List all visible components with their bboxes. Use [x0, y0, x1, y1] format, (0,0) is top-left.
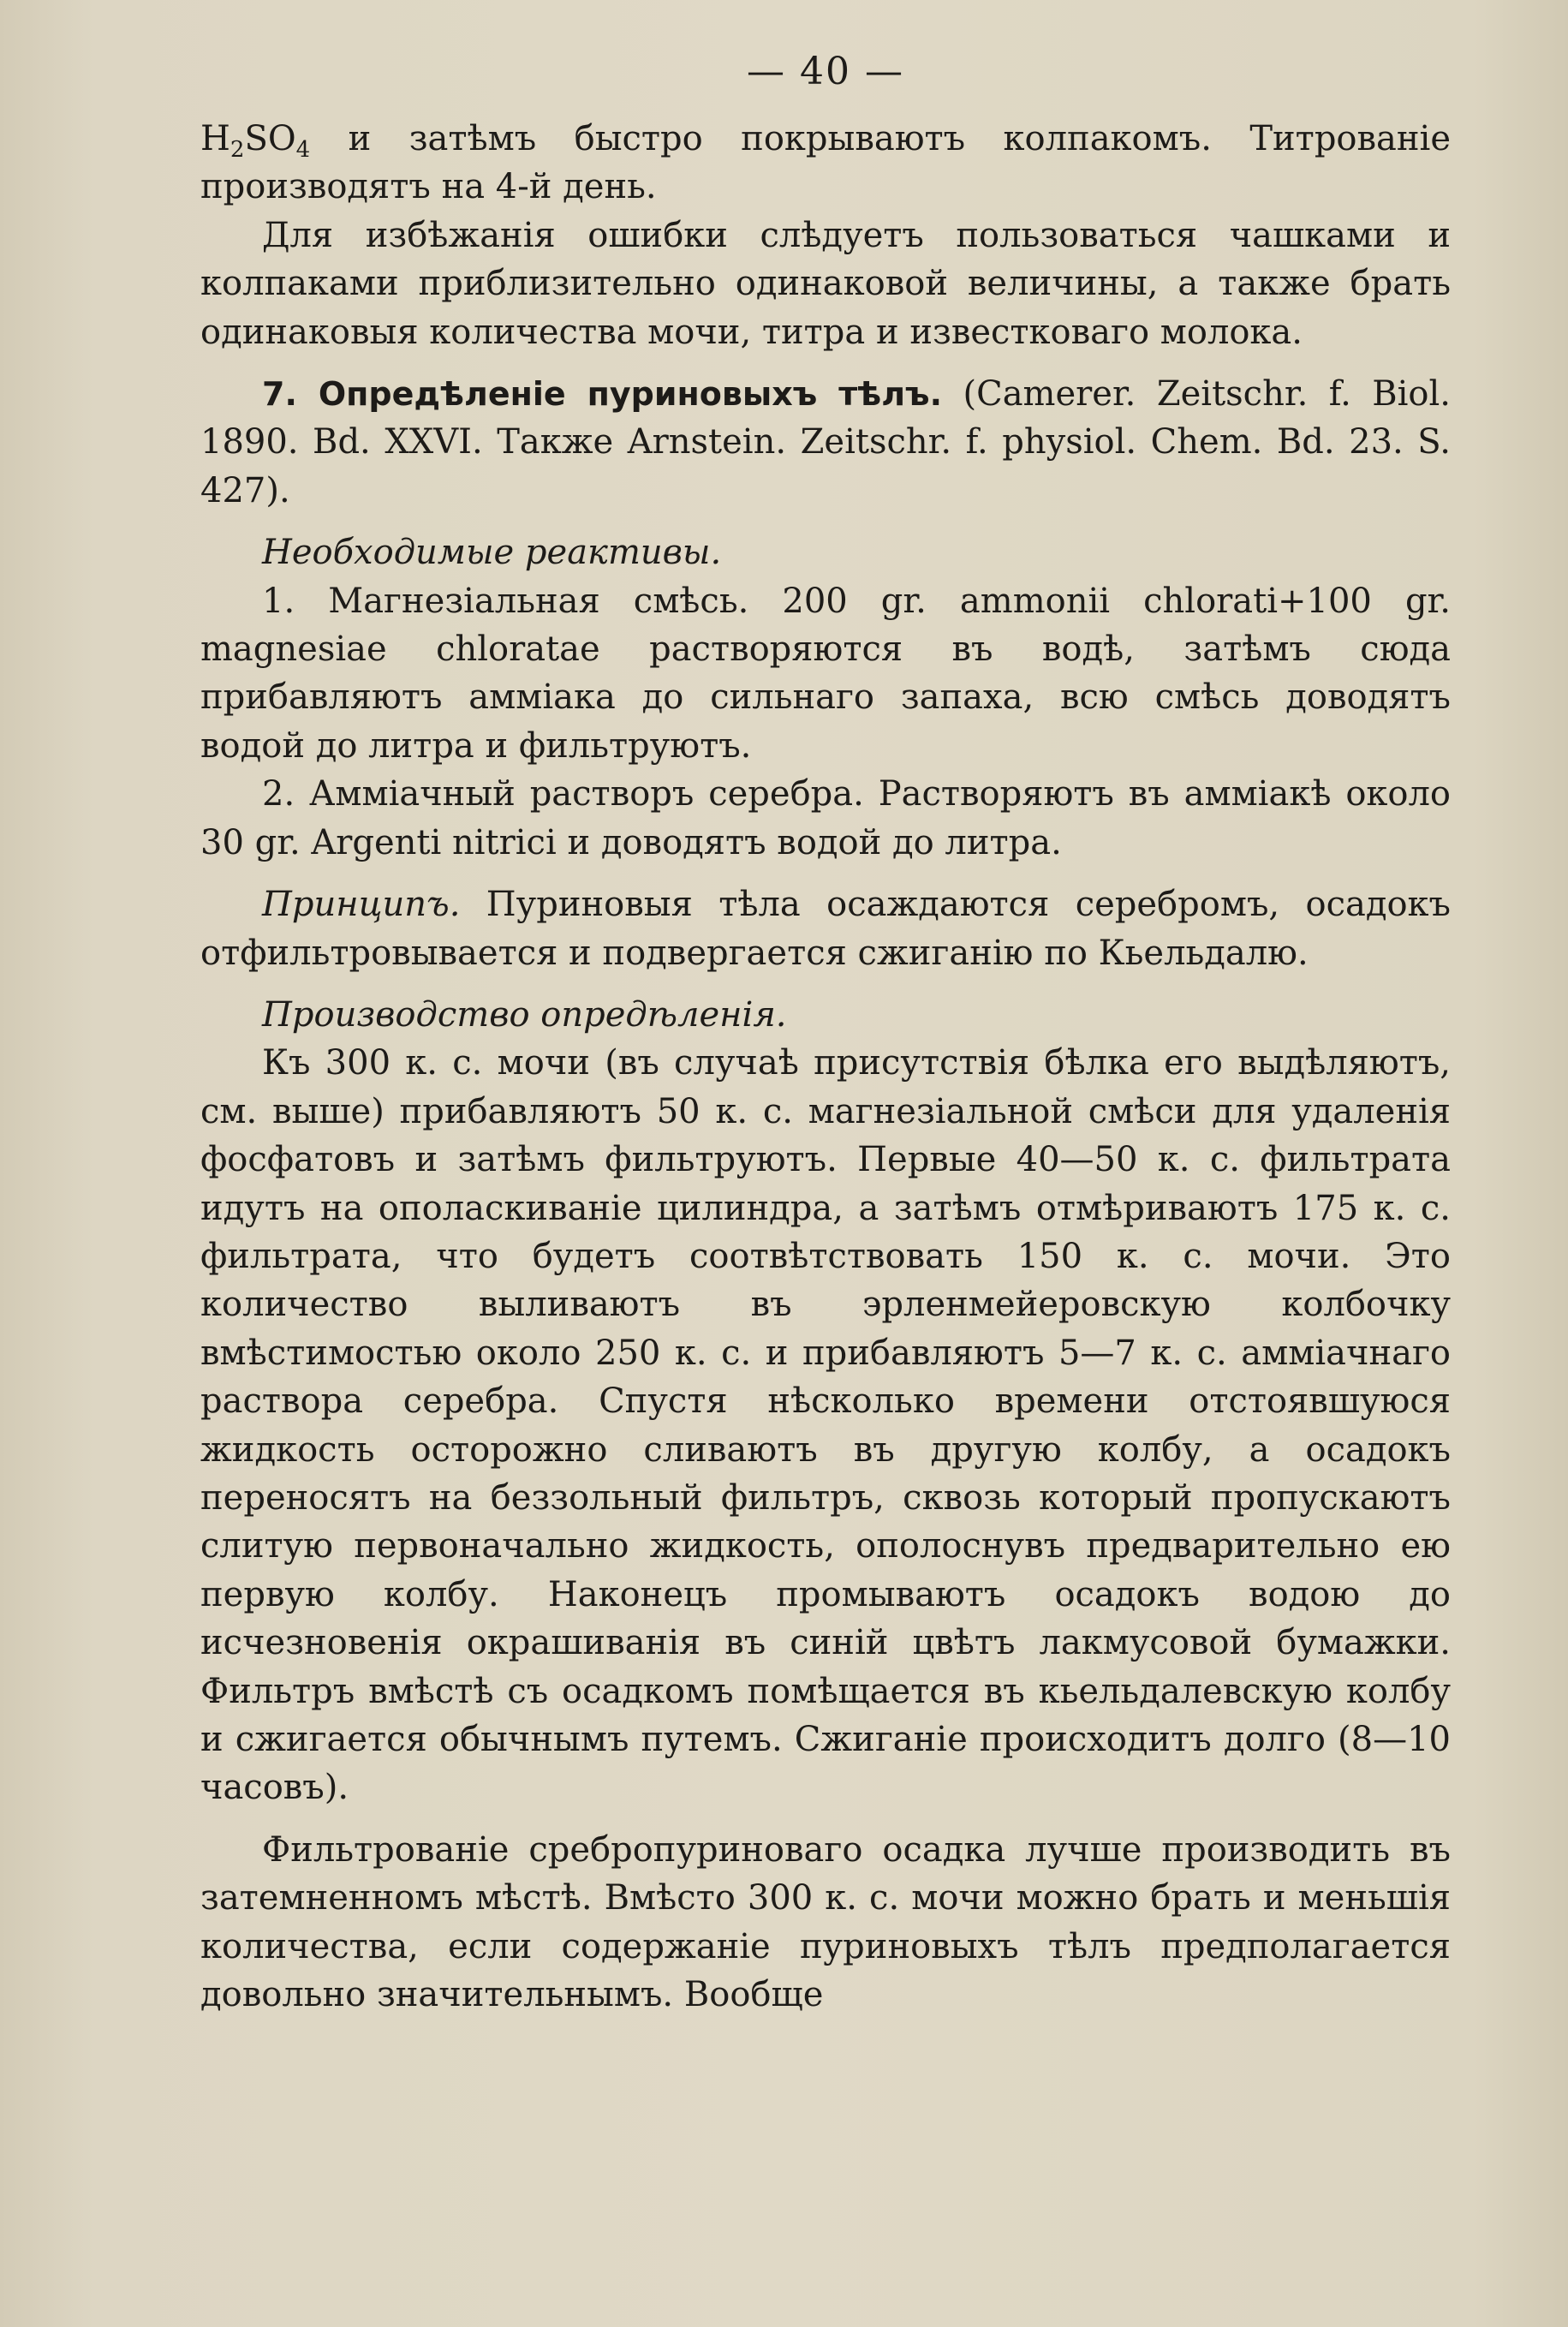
formula-sub-4: 4 [295, 137, 311, 163]
text-block [200, 41, 1451, 2019]
formula-so: SO [244, 119, 296, 158]
paragraph-3 [200, 370, 1451, 515]
procedure-paragraph: Къ 300 к. с. мочи (въ случаѣ присутствія бѣлка его выдѣляютъ, см. выше) прибавляютъ 50 к. с. магнезіальной смѣси для удаленія фосфатовъ и затѣмъ фильтруютъ. Первые 40—50 к. с. фильтрата идутъ на ополаскиваніе цилиндра, а затѣмъ отмѣриваютъ 175 к. с. фильтрата, что будетъ соотвѣтствовать 150 к. с. мочи. Это количество выливаютъ въ эрленмейеровскую колбочку вмѣстимостью около 250 к. с. и прибавляютъ 5—7 к. с. амміачнаго раствора серебра. Спустя нѣсколько времени отстоявшуюся жидкость осторожно сливаютъ въ другую колбу, а осадокъ переносятъ на беззольный фильтръ, сквозь который пропускаютъ слитую первоначально жидкость, ополоснувъ предварительно ею первую колбу. Наконецъ промываютъ осадокъ водою до исчезновенія окрашиванія въ синій цвѣтъ лакмусовой бумажки. Фильтръ вмѣстѣ съ осадкомъ помѣщается въ кьельдалевскую колбу и сжигается обычнымъ путемъ. Сжиганіе происходитъ долго (8—10 часовъ). [200, 1043, 1451, 1808]
principle-text: Пуриновыя тѣла осаждаются серебромъ, осадокъ отфильтровывается и подвергается сжиганію по Кьельдалю. [200, 885, 1451, 973]
paragraph-2: Для избѣжанія ошибки слѣдуетъ пользоваться чашками и колпаками приблизительно одинаковой величины, а также брать одинаковыя количества мочи, титра и известковаго молока. [200, 215, 1451, 352]
section-heading: 7. Опредѣленіе пуриновыхъ тѣлъ. [262, 375, 943, 414]
reagents-heading: Необходимые реактивы. [262, 533, 722, 573]
principle-label: Принципъ. [262, 885, 461, 925]
principle-paragraph [200, 880, 1451, 977]
formula-h: H [200, 119, 230, 158]
reagent-2: 2. Амміачный растворъ серебра. Растворяютъ въ амміакѣ около 30 gr. Argenti nitrici и доводятъ водой до литра. [200, 774, 1451, 862]
page-number: — 40 — [747, 50, 904, 93]
formula-sub-2: 2 [230, 137, 245, 163]
reagent-1: 1. Магнезіальная смѣсь. 200 gr. ammonii chlorati+100 gr. magnesiae chloratae растворяются въ водѣ, затѣмъ сюда прибавляютъ амміака до сильнаго запаха, всю смѣсь доводятъ водой до литра и фильтруютъ. [200, 581, 1451, 766]
paragraph-1 [200, 115, 1451, 212]
section-reference: (Camerer. Zeitschr. f. Biol. 1890. Bd. XXVI. Также Arnstein. Zeitschr. f. physiol. Chem. Bd. 23. S. 427). [200, 374, 1452, 510]
filtration-paragraph: Фильтрованіе сребропуриноваго осадка лучше производить въ затемненномъ мѣстѣ. Вмѣсто 300 к. с. мочи можно брать и меньшія количества, если содержаніе пуриновыхъ тѣлъ предполагается довольно значительнымъ. Вообще [200, 1829, 1451, 2015]
paragraph-1-text: и затѣмъ быстро покрываютъ колпакомъ. Титрованіе производятъ на 4-й день. [200, 119, 1451, 207]
procedure-heading: Производство опредѣленія. [262, 994, 787, 1035]
